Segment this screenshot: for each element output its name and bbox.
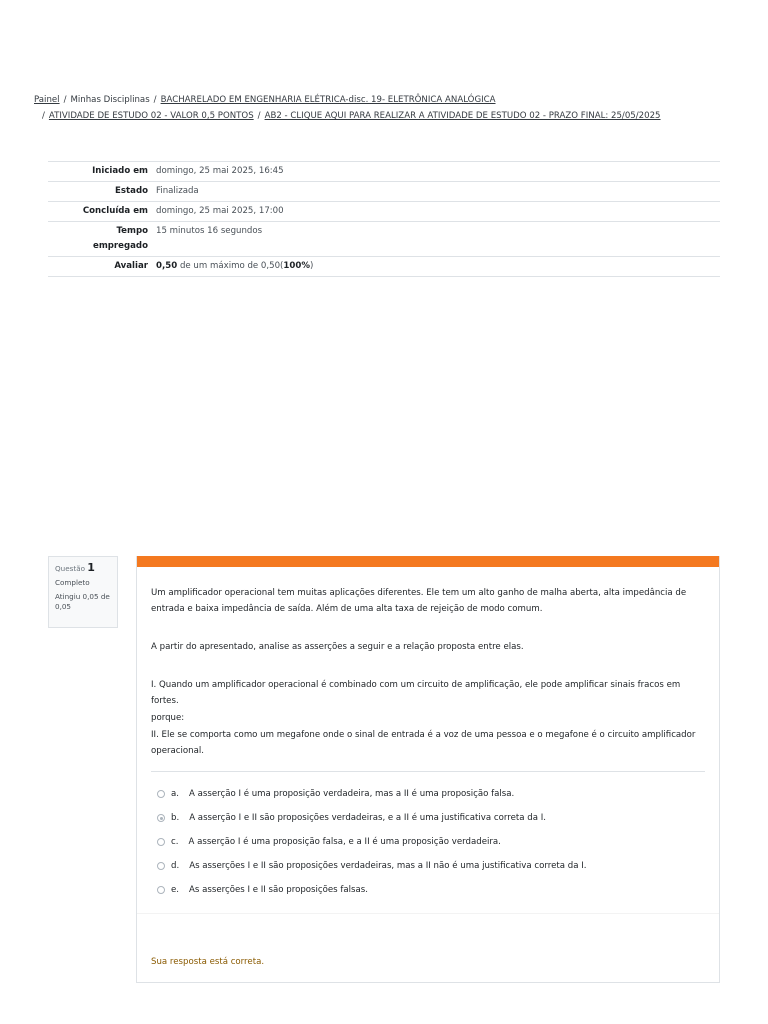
summary-row-started [48, 162, 720, 182]
breadcrumb-separator: / [153, 95, 157, 105]
radio-button-d[interactable] [157, 862, 165, 870]
breadcrumb-my-courses: Minhas Disciplinas [70, 95, 150, 105]
grade-value [152, 257, 720, 277]
grade-label: Avaliar [114, 261, 148, 271]
question-content [136, 556, 720, 983]
assertion-2: II. Ele se comporta como um megafone onde o sinal de entrada é a voz de uma pessoa e o megafone é o circuito amplificador operacional. [151, 730, 696, 756]
answer-text: As asserções I e II são proposições verdadeiras, mas a II não é uma justificativa correta da I. [189, 861, 587, 871]
answer-letter: a. [171, 789, 179, 799]
answer-letter: d. [171, 861, 180, 871]
attempt-summary-table [48, 161, 720, 277]
radio-button-a[interactable] [157, 790, 165, 798]
breadcrumb-activity-link[interactable]: AB2 - CLIQUE AQUI PARA REALIZAR A ATIVIDADE DE ESTUDO 02 - PRAZO FINAL: 25/05/2025 [264, 111, 661, 121]
breadcrumb-separator: / [63, 95, 67, 105]
question-header-bar [137, 556, 719, 567]
question-label: Questão [55, 564, 85, 573]
grade-percent: 100% [283, 261, 310, 271]
answer-option-c[interactable] [157, 830, 705, 854]
grade-max: de um máximo de 0,50( [177, 261, 284, 271]
completed-value: domingo, 25 mai 2025, 17:00 [156, 206, 284, 216]
breadcrumb-course-link[interactable]: BACHARELADO EM ENGENHARIA ELÉTRICA-disc. 19- ELETRÔNICA ANALÓGICA [160, 95, 496, 105]
answer-text: As asserções I e II são proposições falsas. [189, 885, 369, 895]
answer-divider [151, 771, 705, 772]
answer-option-d[interactable] [157, 854, 705, 878]
question-paragraph-2: A partir do apresentado, analise as asserções a seguir e a relação proposta entre elas. [151, 642, 524, 652]
grade-score: 0,50 [156, 261, 178, 271]
time-value: 15 minutos 16 segundos [156, 226, 263, 236]
answer-text: A asserção I é uma proposição verdadeira, mas a II é uma proposição falsa. [189, 789, 515, 799]
radio-button-b[interactable] [157, 814, 165, 822]
question-info-box [48, 556, 118, 628]
answer-option-e[interactable] [157, 878, 705, 902]
completed-label: Concluída em [82, 206, 148, 216]
answer-text: A asserção I é uma proposição falsa, e a II é uma proposição verdadeira. [188, 837, 501, 847]
feedback-panel [137, 913, 719, 982]
summary-row-completed [48, 202, 720, 222]
question-text [137, 567, 719, 759]
state-label: Estado [115, 186, 148, 196]
time-label [48, 222, 152, 257]
question-paragraph-1: Um amplificador operacional tem muitas aplicações diferentes. Ele tem um alto ganho de malha aberta, alta impedância de entrada e baixa impedância de saída. Além de uma alta taxa de rejeição de modo comum. [151, 588, 687, 614]
state-value: Finalizada [156, 186, 199, 196]
answer-letter: b. [171, 813, 180, 823]
answer-text: A asserção I e II são proposições verdadeiras, e a II é uma justificativa correta da I. [189, 813, 546, 823]
answer-letter: e. [171, 885, 180, 895]
breadcrumb-home-link[interactable]: Painel [34, 95, 60, 105]
question-grade: Atingiu 0,05 de 0,05 [55, 592, 110, 611]
breadcrumb-section-link[interactable]: ATIVIDADE DE ESTUDO 02 - VALOR 0,5 PONTOS [48, 111, 254, 121]
summary-row-state [48, 182, 720, 202]
summary-row-time [48, 222, 720, 257]
assertion-1: I. Quando um amplificador operacional é combinado com um circuito de amplificação, ele pode amplificar sinais fracos em fortes. [151, 680, 681, 706]
radio-button-e[interactable] [157, 886, 165, 894]
question-state: Completo [55, 578, 90, 587]
radio-button-c[interactable] [157, 838, 165, 846]
breadcrumb-separator: / [257, 111, 261, 121]
answer-letter: c. [171, 837, 179, 847]
answer-option-b[interactable] [157, 806, 705, 830]
grade-close: ) [309, 261, 314, 271]
breadcrumb-separator: / [42, 111, 45, 121]
summary-row-grade [48, 257, 720, 277]
started-value: domingo, 25 mai 2025, 16:45 [156, 166, 284, 176]
time-label-line2: empregado [92, 241, 148, 251]
answer-options [137, 782, 719, 902]
answer-option-a[interactable] [157, 782, 705, 806]
because-text: porque: [151, 713, 185, 723]
started-label: Iniciado em [92, 166, 148, 176]
question-number: 1 [87, 561, 95, 574]
feedback-text: Sua resposta está correta. [151, 957, 265, 967]
time-label-line1: Tempo [116, 226, 148, 236]
breadcrumb [34, 92, 754, 124]
